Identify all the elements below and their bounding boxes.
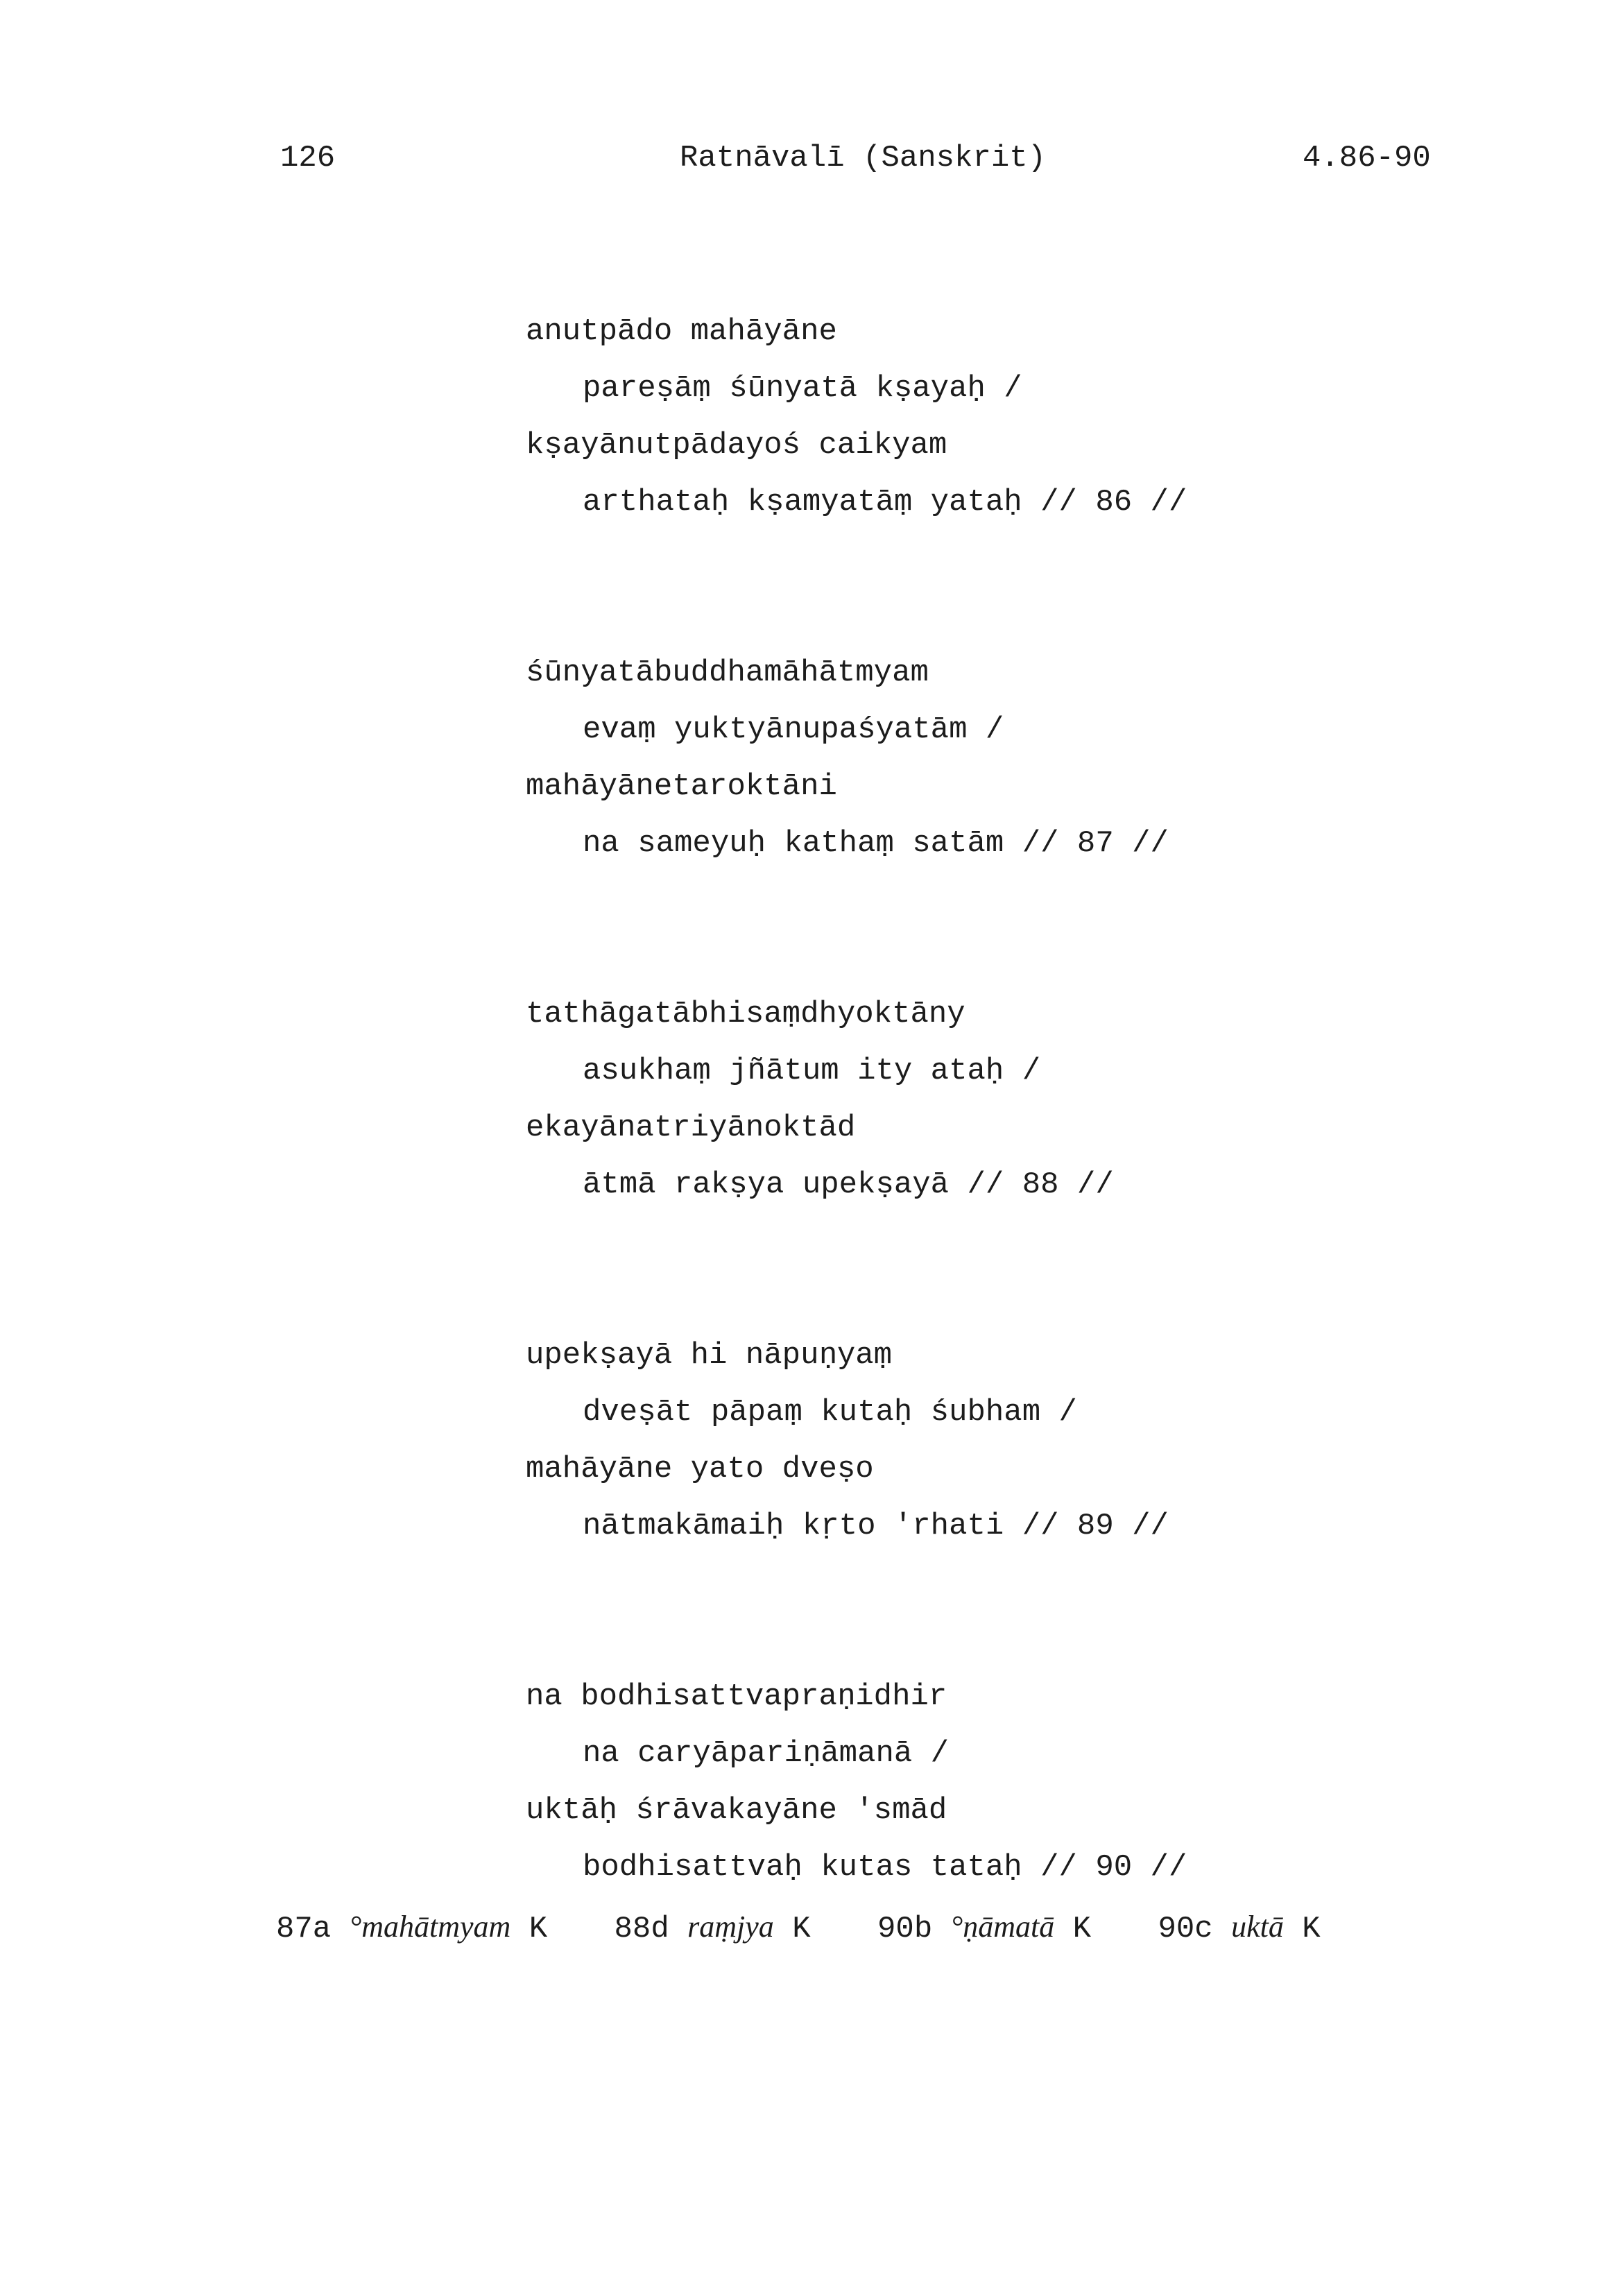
footnote-reading: raṃjya [687, 1910, 774, 1944]
verse-line: dveṣāt pāpaṃ kutaḥ śubham / [583, 1395, 1077, 1430]
footnote-siglum: K [792, 1912, 811, 1946]
verse-line: arthataḥ kṣamyatāṃ yataḥ // 86 // [583, 485, 1187, 520]
footnote [1158, 1906, 1320, 1950]
verse-line: nātmakāmaiḥ kṛto 'rhati // 89 // [583, 1509, 1169, 1543]
verse-line: mahāyānetaroktāni [526, 769, 837, 804]
footnote-ref: 88d [614, 1912, 669, 1946]
verse-line: asukhaṃ jñātum ity ataḥ / [583, 1054, 1041, 1088]
footnote-ref: 87a [276, 1912, 332, 1946]
verse-line: śūnyatābuddhamāhātmyam [526, 656, 929, 690]
verse-line: anutpādo mahāyāne [526, 314, 837, 349]
verse-line: na caryāpariṇāmanā / [583, 1736, 950, 1771]
footnote-ref: 90b [877, 1912, 933, 1946]
verse-87 [526, 652, 1187, 880]
verse-range: 4.86-90 [1303, 141, 1431, 175]
verse-line: upekṣayā hi nāpuṇyaṃ [526, 1338, 893, 1373]
verse-line: tathāgatābhisaṃdhyoktāny [526, 997, 965, 1031]
footnote-siglum: K [1072, 1912, 1092, 1946]
verse-line: ātmā rakṣya upekṣayā // 88 // [583, 1167, 1114, 1202]
verse-line: na bodhisattvapraṇidhir [526, 1679, 947, 1714]
page-number: 126 [280, 141, 336, 175]
verse-line: evaṃ yuktyānupaśyatām / [583, 712, 1004, 747]
verse-line: mahāyāne yato dveṣo [526, 1452, 874, 1487]
footnote-reading: °ṇāmatā [950, 1910, 1055, 1944]
footnotes [276, 1906, 1369, 1950]
footnote [615, 1906, 811, 1950]
footnote [276, 1906, 547, 1950]
verse-86 [526, 311, 1187, 538]
verse-line: uktāḥ śrāvakayāne 'smād [526, 1793, 947, 1828]
verse-line: kṣayānutpādayoś caikyam [526, 428, 947, 463]
footnote-reading: uktā [1231, 1910, 1284, 1944]
verse-line: bodhisattvaḥ kutas tataḥ // 90 // [583, 1850, 1187, 1885]
verse-90 [526, 1676, 1187, 1903]
footnote-siglum: K [529, 1912, 548, 1946]
verse-line: ekayānatriyānoktād [526, 1111, 856, 1145]
verse-88 [526, 993, 1187, 1221]
footnote [877, 1906, 1091, 1950]
footnote-siglum: K [1302, 1912, 1321, 1946]
verse-89 [526, 1335, 1187, 1562]
verse-line: pareṣāṃ śūnyatā kṣayaḥ / [583, 371, 1022, 406]
verse-line: na sameyuḥ kathaṃ satām // 87 // [583, 826, 1169, 861]
running-title: Ratnāvalī (Sanskrit) [680, 141, 1047, 175]
verse-block [526, 311, 1187, 2017]
footnote-reading: °mahātmyam [349, 1910, 511, 1944]
footnote-ref: 90c [1158, 1912, 1213, 1946]
